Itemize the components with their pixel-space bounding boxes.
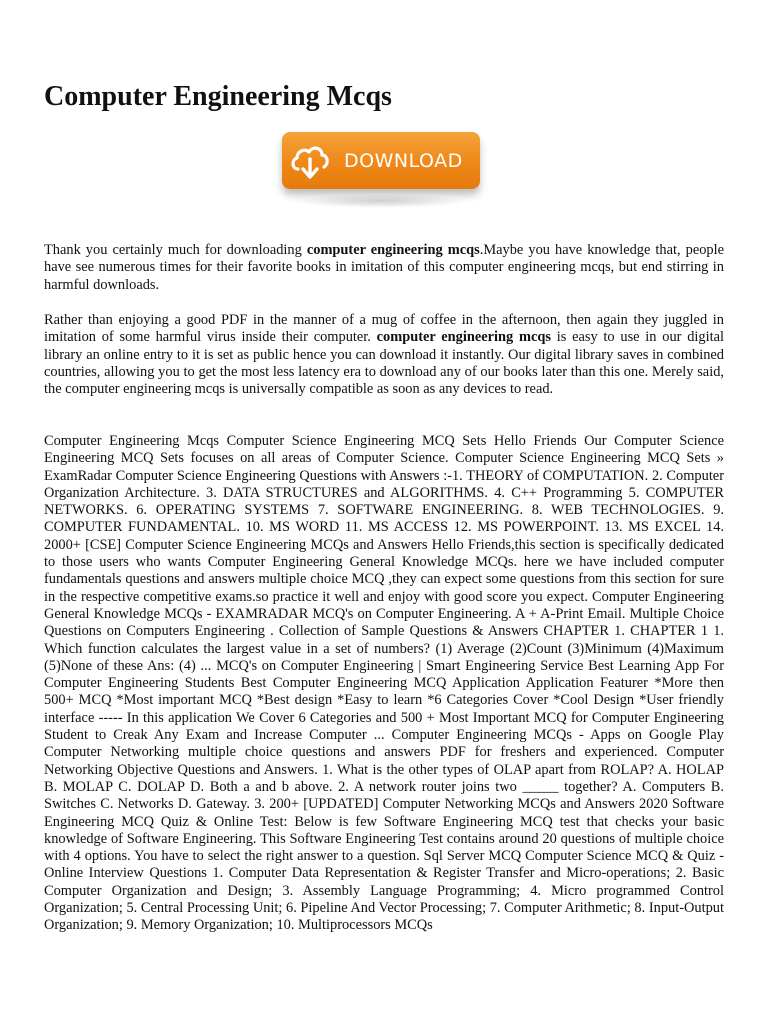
second-text-start: Rather than enjoying a good PDF in the manner of a mug of coffee in the afternoon, then again they juggled in imitation of some harmful virus inside their computer. (44, 312, 724, 346)
body-paragraph: Computer Engineering Mcqs Computer Science Engineering MCQ Sets Hello Friends Our Computer Science Engineering MCQ Sets focuses on all areas of Computer Science. Computer Science Engineering MCQ Sets » ExamRadar Computer Science Engineering Questions with Answers :-1. THEORY of COMPUTATION. 2. Computer Organization Architecture. 3. DATA STRUCTURES and ALGORITHMS. 4. C++ Programming 5. COMPUTER NETWORKS. 6. OPERATING SYSTEMS 7. SOFTWARE ENGINEERING. 8. WEB TECHNOLOGIES. 9. COMPUTER FUNDAMENTAL. 10. MS WORD 11. MS ACCESS 12. MS POWERPOINT. 13. MS EXCEL 14. 2000+ [CSE] Computer Science Engineering MCQs and Answers Hello Friends,this section is specifically dedicated to those users who wants Computer Engineering General Knowledge MCQs. here we have included computer fundamentals questions and answers multiple choice MCQ ,they can expect some questions from this section for sure in the respective competitive exams.so practice it well and enjoy with good score you expect. Computer Engineering General Knowledge MCQs - EXAMRADAR MCQ's on Computer Engineering. A + A-Print Email. Multiple Choice Questions on Computers Engineering . Collection of Sample Questions & Answers CHAPTER 1. CHAPTER 1 1. Which function calculates the largest value in a set of numbers? (1) Average (2)Count (3)Minimum (4)Maximum (5)None of these Ans: (4) ... MCQ's on Computer Engineering | Smart Engineering Service Best Learning App For Computer Engineering Students Best Computer Engineering MCQ Application Application Featurer *More then 500+ MCQ *Most important MCQ *Best design *Easy to learn *6 Categories Cover *Cool Design *User friendly interface ----- In this application We Cover 6 Categories and 500 + Most Important MCQ for Computer Engineering Student to Creak Any Exam and Increase Computer ... Computer Engineering MCQs - Apps on Google Play Computer Networking multiple choice questions and answers PDF for freshers and experienced. Computer Networking Objective Questions and Answers. 1. What is the other types of OLAP apart from ROLAP? A. HOLAP B. MOLAP C. DOLAP D. Both a and b above. 2. A network router joins two _____ together? A. Computers B. Switches C. Networks D. Gateway. 3. 200+ [UPDATED] Computer Networking MCQs and Answers 2020 Software Engineering MCQ Quiz & Online Test: Below is few Software Engineering MCQ test that checks your basic knowledge of Software Engineering. This Software Engineering Test contains around 20 questions of multiple choice with 4 options. You have to select the right answer to a question. Sql Server MCQ Computer Science MCQ & Quiz - Online Interview Questions 1. Computer Data Representation & Register Transfer and Micro-operations; 2. Basic Computer Organization and Design; 3. Assembly Language Programming; 4. Micro programmed Control Organization; 5. Central Processing Unit; 6. Pipeline And Vector Processing; 7. Computer Arithmetic; 8. Input-Output Organization; 9. Memory Organization; 10. Multiprocessors MCQs (44, 433, 724, 934)
intro-text-bold: computer engineering mcqs (306, 242, 480, 258)
second-text-bold: computer engineering mcqs (376, 329, 551, 346)
intro-text-start: Thank you certainly much for downloading (44, 242, 307, 258)
second-paragraph (44, 312, 724, 398)
second-text-end: is easy to use in our digital library an online entry to it is set as public hence you can download it instantly. Our digital library saves in combined countries, allowing you to get the most less latency era to download any of our books later than this one. Merely said, the computer engineering mcqs is universally compatible as soon as any devices to read. (44, 329, 724, 398)
page-title: Computer Engineering Mcqs (44, 81, 392, 112)
download-button[interactable] (282, 132, 480, 189)
download-button-shadow (292, 194, 470, 208)
intro-text-end: .Maybe you have knowledge that, people have see numerous times for their favorite books in imitation of this computer engineering mcqs, but end stirring in harmful downloads. (44, 242, 724, 293)
intro-paragraph (44, 242, 724, 294)
download-button-label: DOWNLOAD (344, 149, 463, 172)
cloud-download-icon (288, 139, 332, 183)
download-button-container (282, 132, 482, 212)
